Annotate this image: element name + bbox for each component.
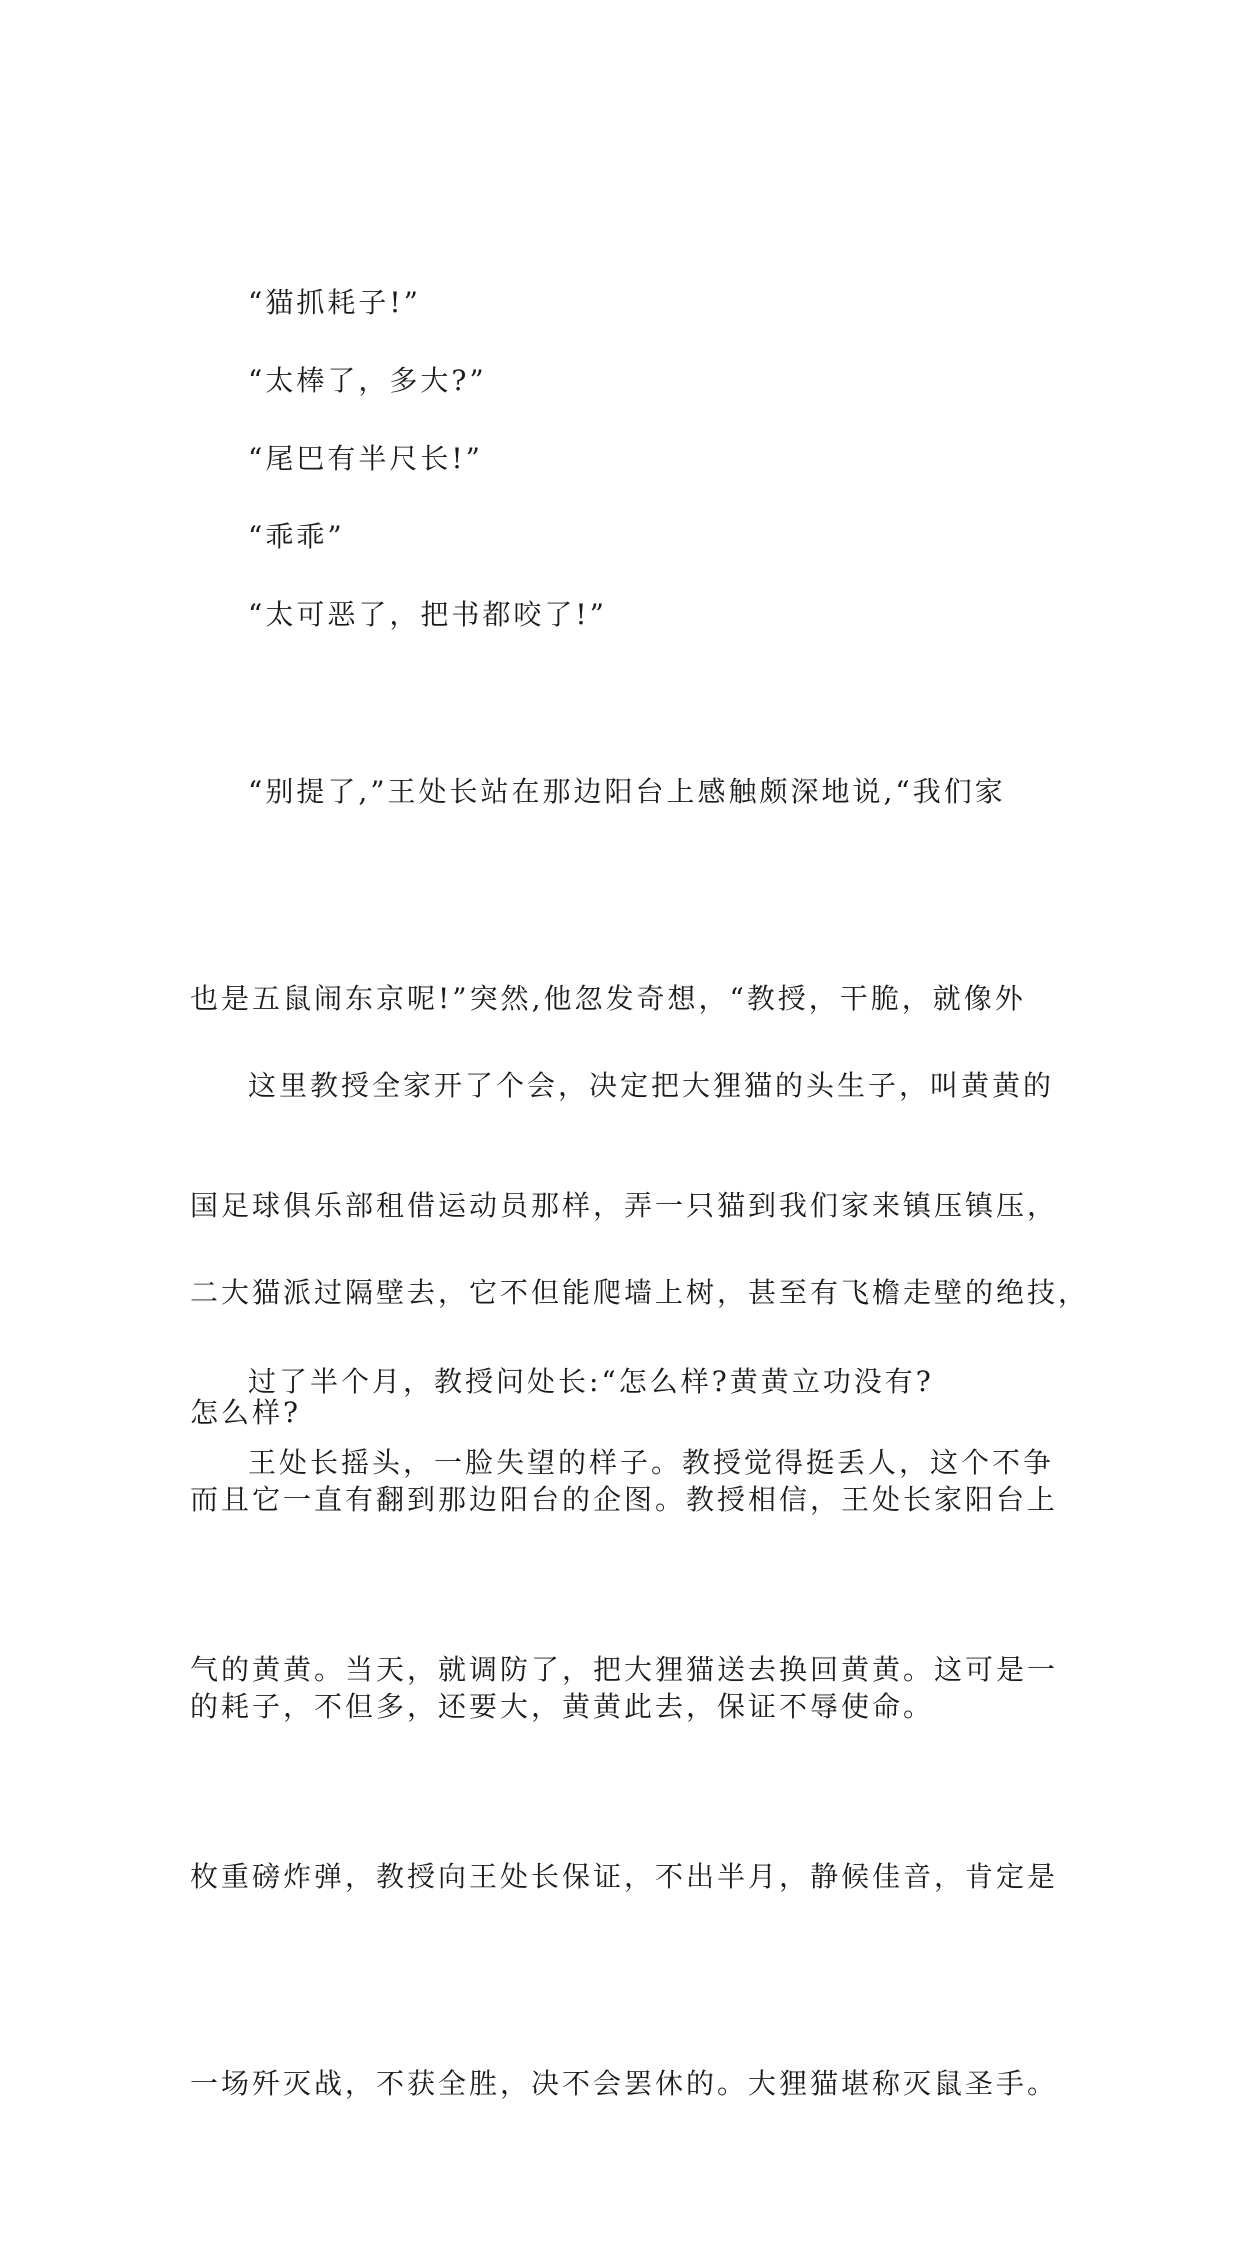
- text-line: “尾巴有半尺长!”: [248, 442, 483, 475]
- text-line: 气的黄黄。当天，就调防了，把大狸猫送去换回黄黄。这可是一: [190, 1653, 1059, 1686]
- text-line: “猫抓耗子!”: [248, 286, 421, 319]
- text-line: 过了半个月，教授问处长:“怎么样?黄黄立功没有?: [248, 1365, 934, 1398]
- text-line: 这里教授全家开了个会，决定把大狸猫的头生子，叫黄黄的: [248, 1069, 1055, 1102]
- text-line: 而且它一直有翻到那边阳台的企图。教授相信，王处长家阳台上: [190, 1483, 1059, 1516]
- text-line: 枚重磅炸弹，教授向王处长保证，不出半月，静候佳音，肯定是: [190, 1860, 1059, 1893]
- text-line: 也是五鼠闹东京呢!”突然,他忽发奇想，“教授，干脆，就像外: [190, 982, 1026, 1015]
- text-line: 国足球俱乐部租借运动员那样，弄一只猫到我们家来镇压镇压，: [190, 1189, 1059, 1222]
- text-line: “乖乖”: [248, 520, 345, 553]
- text-line: “太棒了，多大?”: [248, 364, 487, 397]
- text-line: 一场歼灭战，不获全胜，决不会罢休的。大狸猫堪称灭鼠圣手。: [190, 2067, 1059, 2100]
- text-line: 二大猫派过隔壁去，它不但能爬墙上树，甚至有飞檐走壁的绝技，: [190, 1276, 1090, 1309]
- text-line: 的耗子，不但多，还要大，黄黄此去，保证不辱使命。: [190, 1690, 935, 1723]
- text-line: 怎么样?: [190, 1396, 302, 1429]
- text-line: “别提了,”王处长站在那边阳台上感触颇深地说,“我们家: [248, 775, 1006, 808]
- paragraph-9: [190, 1290, 1070, 2256]
- text-line: “太可恶了，把书都咬了!”: [248, 598, 607, 631]
- text-line: 王处长摇头，一脸失望的样子。教授觉得挺丢人，这个不争: [248, 1446, 1055, 1479]
